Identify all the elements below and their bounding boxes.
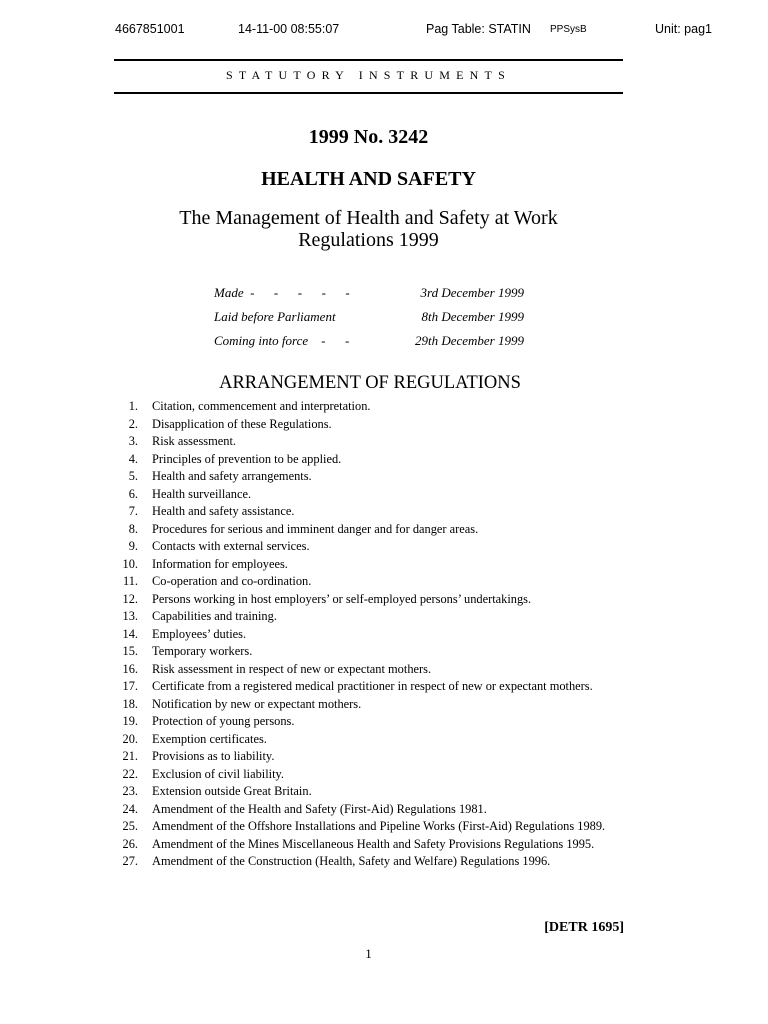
regulation-item <box>114 469 624 483</box>
regulation-text: Amendment of the Construction (Health, Safety and Welfare) Regulations 1996. <box>152 854 551 868</box>
regulation-number: 6. <box>128 486 138 501</box>
regulation-item <box>114 399 624 413</box>
bottom-rule <box>114 92 623 94</box>
regulation-item <box>114 592 624 606</box>
regulation-text: Principles of prevention to be applied. <box>152 451 342 466</box>
date-row-laid <box>214 309 524 333</box>
regulation-item <box>114 557 624 571</box>
regulation-text: Amendment of the Health and Safety (First-Aid) Regulations 1981. <box>152 801 487 816</box>
regulation-item <box>114 767 624 781</box>
regulation-number: 1. <box>128 399 138 413</box>
title-line-1: The Management of Health and Safety at Work <box>179 207 558 229</box>
date-label: Laid before Parliament <box>214 309 336 324</box>
regulation-item <box>114 679 624 693</box>
regulation-item <box>114 434 624 448</box>
regulation-item <box>114 819 624 833</box>
series-title: STATUTORY INSTRUMENTS <box>226 68 511 82</box>
regulation-item <box>114 854 624 868</box>
regulation-number: 7. <box>128 504 138 518</box>
regulation-item <box>114 609 624 623</box>
regulation-number: 10. <box>122 556 138 571</box>
dates-table <box>214 285 524 357</box>
regulation-item <box>114 487 624 501</box>
regulation-number: 16. <box>122 661 138 676</box>
header-unit: Unit: pag1 <box>655 22 712 36</box>
instrument-number: 1999 No. 3242 <box>308 126 429 148</box>
regulation-item <box>114 504 624 518</box>
regulation-item <box>114 697 624 711</box>
regulation-text: Persons working in host employers’ or self-employed persons’ undertakings. <box>152 591 532 606</box>
page-number: 1 <box>365 946 372 961</box>
regulation-text: Risk assessment. <box>152 434 236 448</box>
subject-heading: HEALTH AND SAFETY <box>261 168 476 190</box>
header-doc-id: 4667851001 <box>115 22 185 36</box>
regulation-number: 19. <box>122 714 138 728</box>
regulation-item <box>114 714 624 728</box>
regulation-text: Citation, commencement and interpretation. <box>152 399 371 413</box>
date-row-made <box>214 285 524 309</box>
regulation-text: Co-operation and co-ordination. <box>152 574 312 588</box>
regulation-number: 27. <box>122 854 138 868</box>
regulation-item <box>114 732 624 746</box>
regulation-number: 12. <box>122 591 138 606</box>
date-label: Made - - - - - <box>214 285 350 300</box>
regulation-number: 20. <box>122 731 138 746</box>
regulation-number: 26. <box>122 836 138 851</box>
regulations-list <box>114 399 624 872</box>
regulation-text: Procedures for serious and imminent danger and for danger areas. <box>152 521 479 536</box>
regulation-item <box>114 662 624 676</box>
title-line-2: Regulations 1999 <box>298 229 439 251</box>
regulation-item <box>114 539 624 553</box>
date-value: 8th December 1999 <box>421 309 524 324</box>
regulation-number: 11. <box>122 574 138 588</box>
regulation-item <box>114 837 624 851</box>
regulation-number: 24. <box>122 801 138 816</box>
regulation-text: Extension outside Great Britain. <box>152 784 312 798</box>
regulation-number: 21. <box>122 749 138 763</box>
regulation-number: 2. <box>128 416 138 431</box>
regulation-text: Certificate from a registered medical practitioner in respect of new or expectant mothers. <box>152 679 593 693</box>
regulation-number: 18. <box>122 696 138 711</box>
regulation-item <box>114 784 624 798</box>
regulation-number: 13. <box>122 609 138 623</box>
date-row-in-force <box>214 333 524 357</box>
regulation-number: 14. <box>122 626 138 641</box>
regulation-text: Health and safety arrangements. <box>152 469 312 483</box>
regulation-number: 15. <box>122 644 138 658</box>
regulation-text: Exemption certificates. <box>152 731 267 746</box>
regulation-text: Contacts with external services. <box>152 539 310 553</box>
arrangement-heading: ARRANGEMENT OF REGULATIONS <box>219 373 521 393</box>
top-rule <box>114 59 623 61</box>
print-header <box>0 22 768 42</box>
reference-code: [DETR 1695] <box>544 920 624 935</box>
regulation-text: Health surveillance. <box>152 486 252 501</box>
regulation-item <box>114 644 624 658</box>
regulation-text: Employees’ duties. <box>152 626 247 641</box>
regulation-number: 8. <box>128 521 138 536</box>
regulation-text: Risk assessment in respect of new or expectant mothers. <box>152 661 432 676</box>
regulation-item <box>114 452 624 466</box>
regulation-text: Disapplication of these Regulations. <box>152 416 332 431</box>
regulation-text: Amendment of the Mines Miscellaneous Health and Safety Provisions Regulations 1995. <box>152 836 595 851</box>
date-value: 29th December 1999 <box>414 333 524 348</box>
regulation-number: 4. <box>128 451 138 466</box>
header-datetime: 14-11-00 08:55:07 <box>238 22 340 36</box>
regulation-text: Capabilities and training. <box>152 609 277 623</box>
regulation-number: 25. <box>122 819 138 833</box>
regulation-text: Temporary workers. <box>152 644 253 658</box>
header-system: PPSysB <box>550 24 587 35</box>
regulation-number: 17. <box>122 679 138 693</box>
regulation-number: 9. <box>128 539 138 553</box>
regulation-text: Amendment of the Offshore Installations and Pipeline Works (First-Aid) Regulations 1989. <box>152 819 606 833</box>
header-pag-table: Pag Table: STATIN <box>426 22 531 36</box>
regulations-title <box>114 207 623 251</box>
regulation-text: Protection of young persons. <box>152 714 295 728</box>
regulation-text: Information for employees. <box>152 556 288 571</box>
regulation-text: Provisions as to liability. <box>152 749 275 763</box>
regulation-number: 23. <box>122 784 138 798</box>
regulation-item <box>114 417 624 431</box>
regulation-number: 3. <box>128 434 138 448</box>
regulation-item <box>114 627 624 641</box>
regulation-item <box>114 574 624 588</box>
regulation-item <box>114 802 624 816</box>
regulation-number: 22. <box>122 766 138 781</box>
regulation-text: Notification by new or expectant mothers. <box>152 696 362 711</box>
regulation-item <box>114 522 624 536</box>
date-value: 3rd December 1999 <box>420 285 524 300</box>
date-label: Coming into force - - <box>214 333 350 348</box>
regulation-number: 5. <box>128 469 138 483</box>
regulation-text: Health and safety assistance. <box>152 504 295 518</box>
regulation-text: Exclusion of civil liability. <box>152 766 285 781</box>
regulation-item <box>114 749 624 763</box>
